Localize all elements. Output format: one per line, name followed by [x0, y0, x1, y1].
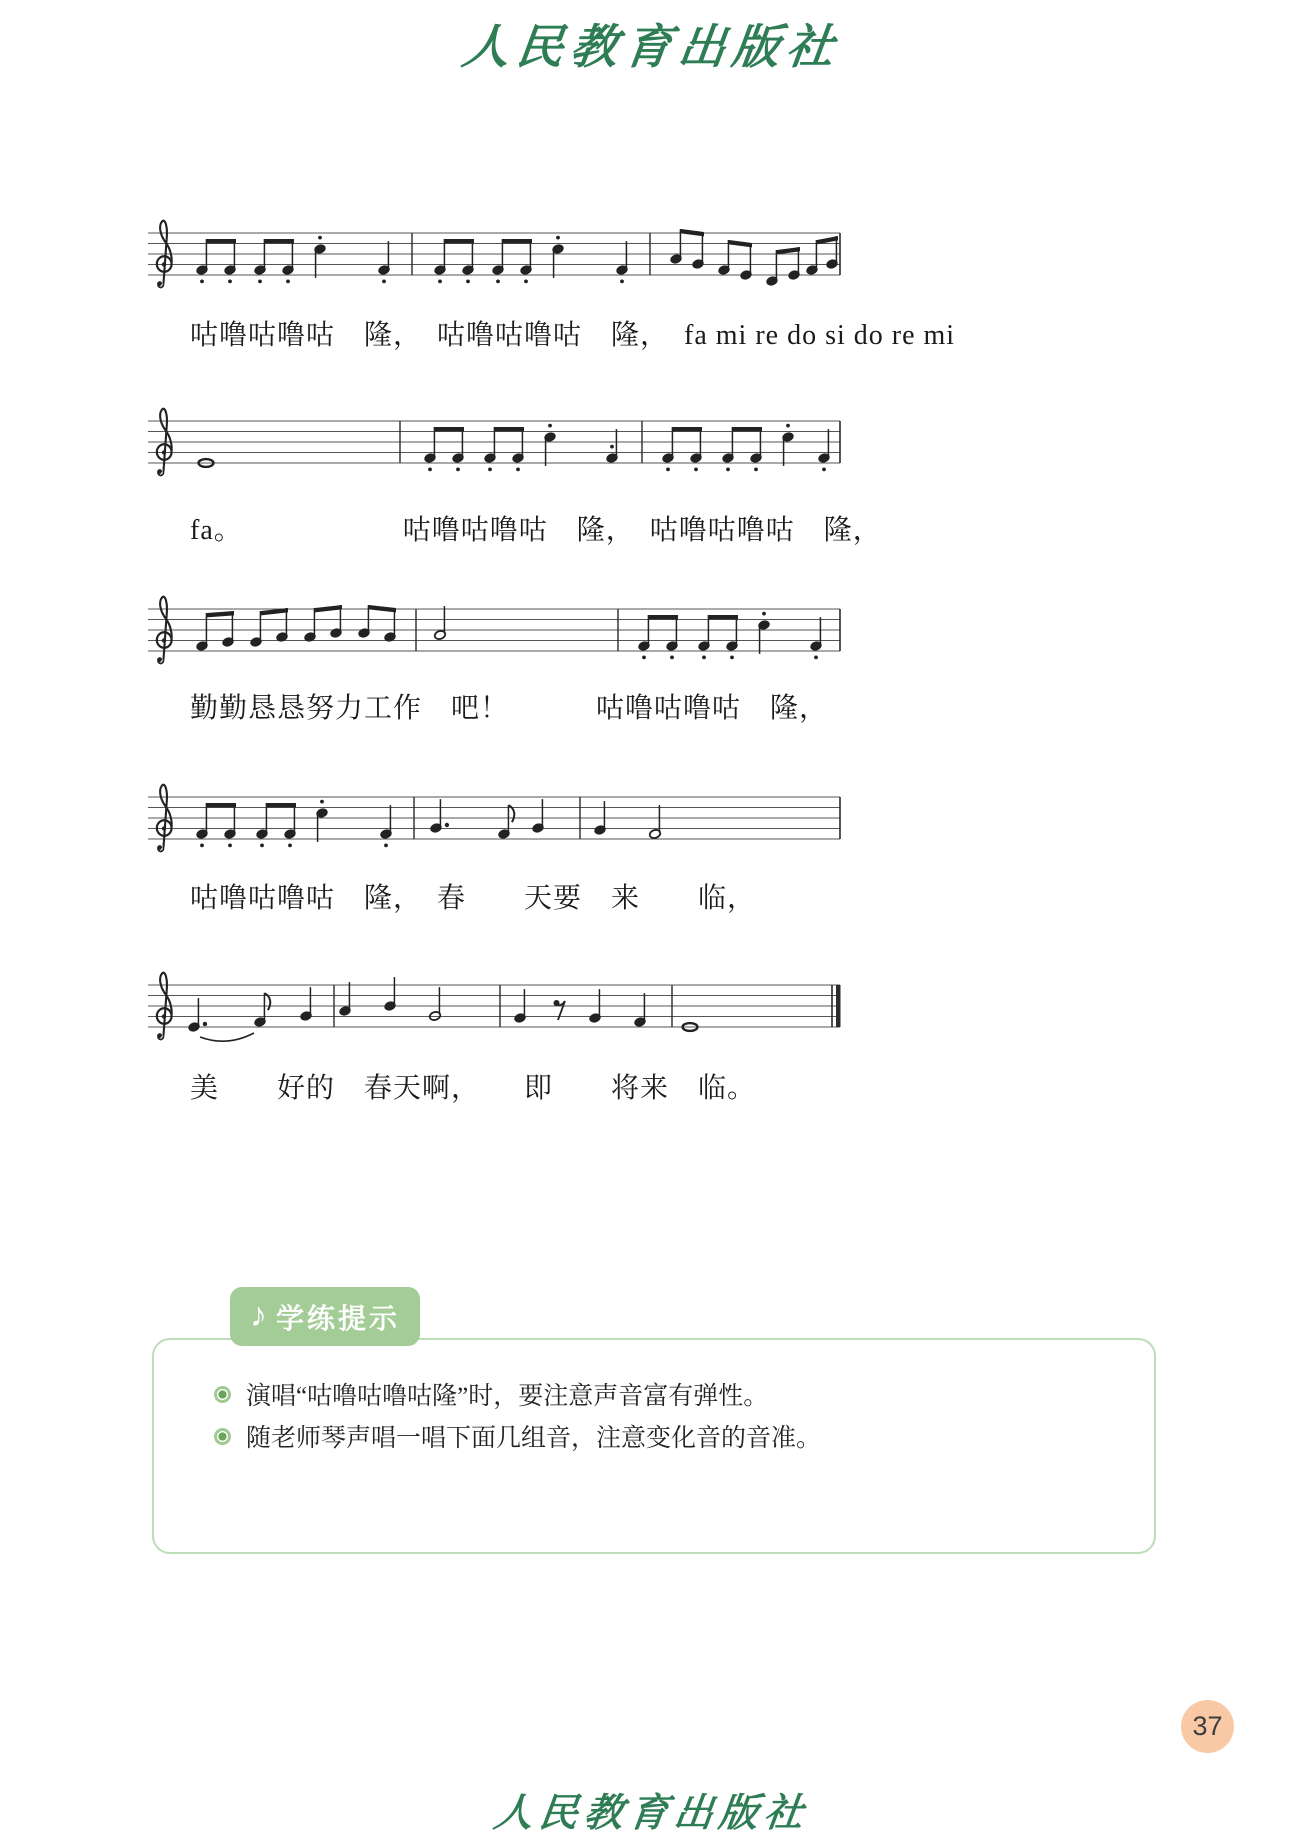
page-number: 37 [1192, 1711, 1223, 1741]
tip-item-1 [214, 1376, 768, 1412]
lyrics-line-5: 美 好的 春天啊， 即 将来 临。 [190, 1073, 757, 1104]
lyrics-line-3: 勤勤恳恳努力工作 吧！ 咕噜咕噜咕 隆， [190, 693, 829, 724]
tip-text-1: 演唱“咕噜咕噜咕隆”时，要注意声音富有弹性。 [246, 1383, 769, 1410]
page-number-badge [1181, 1700, 1234, 1753]
lyrics-line-2: fa。 咕噜咕噜咕 隆， 咕噜咕噜咕 隆， [190, 515, 882, 546]
staff-system [148, 391, 858, 521]
lyrics-line-1: 咕噜咕噜咕 隆， 咕噜咕噜咕 隆， fa mi re do si do re mi [190, 320, 956, 351]
tip-item-2 [214, 1418, 821, 1454]
bullet-icon [214, 1428, 231, 1445]
lyrics-line-4: 咕噜咕噜咕 隆， 春 天要 来 临， [190, 883, 757, 914]
practice-tips-tab [230, 1287, 420, 1346]
tip-text-2: 随老师琴声唱一唱下面几组音，注意变化音的音准。 [246, 1425, 822, 1452]
bullet-icon [214, 1386, 231, 1403]
publisher-logo-top: 人民教育出版社 [458, 20, 844, 75]
music-note-icon: ♪ [249, 1295, 267, 1334]
publisher-logo-bottom: 人民教育出版社 [490, 1790, 812, 1836]
practice-tips-label: 学练提示 [275, 1302, 400, 1334]
